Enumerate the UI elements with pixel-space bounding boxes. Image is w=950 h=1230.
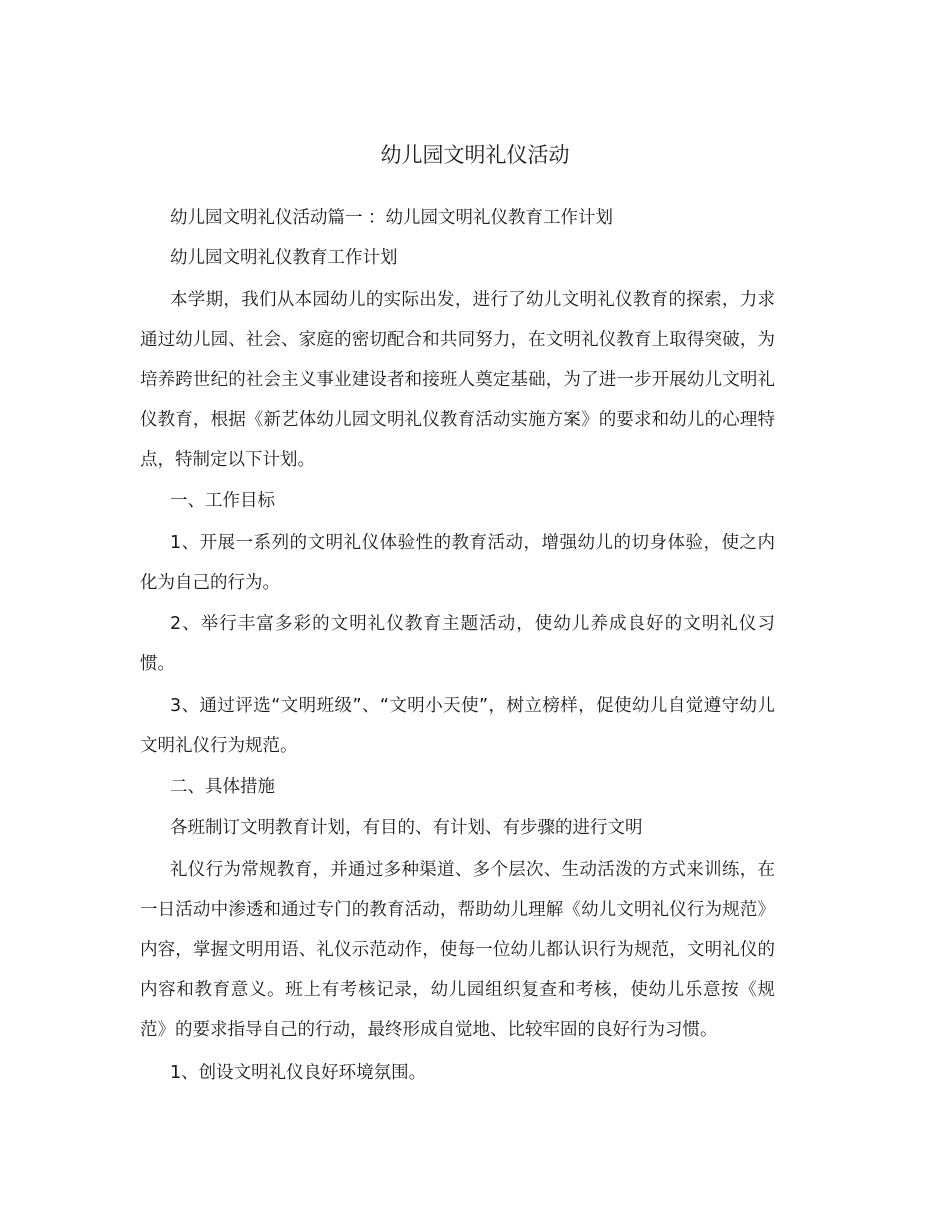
paragraph-goal-3: 3、通过评选“文明班级”、“文明小天使”，树立榜样，促使幼儿自觉遵守幼儿文明礼仪行为规范。 [140, 696, 775, 756]
paragraph-goal-1: 1、开展一系列的文明礼仪体验性的教育活动，增强幼儿的切身体验，使之内化为自己的行为。 [140, 533, 775, 593]
paragraph-measure-1: 1、创设文明礼仪良好环境氛围。 [170, 1063, 427, 1083]
paragraph-measures-body: 礼仪行为常规教育，并通过多种渠道、多个层次、生动活泼的方式来训练，在一日活动中渗透和通过专门的教育活动，帮助幼儿理解《幼儿文明礼仪行为规范》内容，掌握文明用语、礼仪示范动作，使每一位幼儿都认识行为规范，文明礼仪的内容和教育意义。班上有考核记录，幼儿园组织复查和考核，使幼儿乐意按《规范》的要求指导自己的行动，最终形成自觉地、比较牢固的良好行为习惯。 [140, 860, 775, 1040]
paragraph-goal-2: 2、举行丰富多彩的文明礼仪教育主题活动，使幼儿养成良好的文明礼仪习惯。 [140, 614, 775, 674]
paragraph-heading-section-one: 幼儿园文明礼仪活动篇一 ：幼儿园文明礼仪教育工作计划 [170, 208, 614, 228]
document-title: 幼儿园文明礼仪活动 [380, 143, 570, 167]
paragraph-plan-title: 幼儿园文明礼仪教育工作计划 [170, 248, 398, 268]
paragraph-measures-heading: 二、具体措施 [170, 777, 275, 797]
paragraph-goals-heading: 一、工作目标 [170, 491, 275, 511]
paragraph-measures-lead: 各班制订文明教育计划，有目的、有计划、有步骤的进行文明 [170, 818, 643, 838]
paragraph-intro: 本学期，我们从本园幼儿的实际出发，进行了幼儿文明礼仪教育的探索，力求通过幼儿园、社会、家庭的密切配合和共同努力，在文明礼仪教育上取得突破，为培养跨世纪的社会主义事业建设者和接班人奠定基础，为了进一步开展幼儿文明礼仪教育，根据《新艺体幼儿园文明礼仪教育活动实施方案》的要求和幼儿的心理特点，特制定以下计划。 [140, 290, 775, 470]
